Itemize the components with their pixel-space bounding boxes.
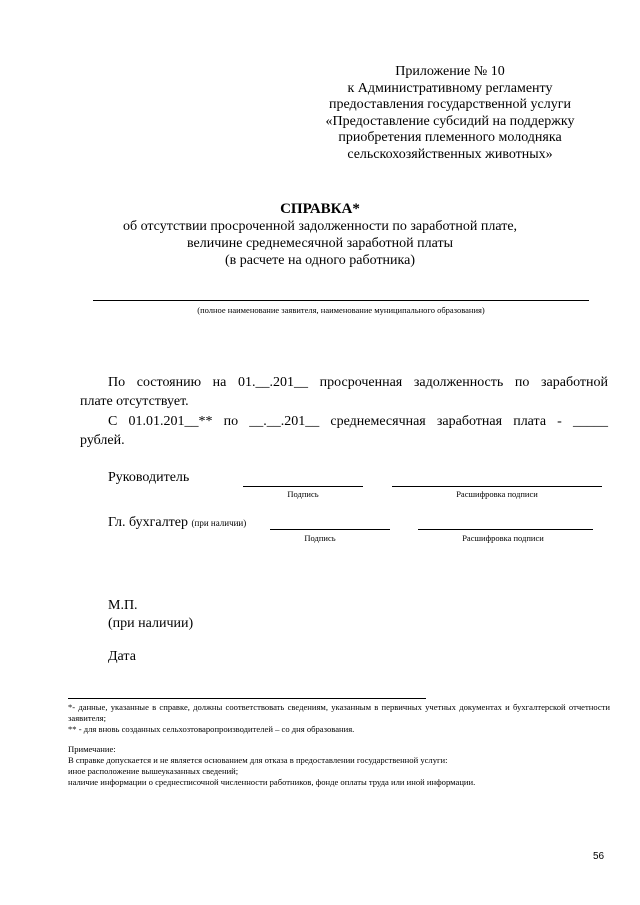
- page-number: 56: [593, 851, 605, 862]
- title-line: величине среднемесячной заработной платы: [187, 236, 453, 251]
- title-heading: СПРАВКА*: [280, 201, 360, 217]
- annex-line: сельскохозяйственных животных»: [347, 146, 553, 162]
- note-title: Примечание:: [68, 744, 116, 755]
- stamp-block: [108, 597, 193, 633]
- accountant-signature-caption: Подпись: [304, 533, 336, 543]
- paragraph-line: рублей.: [80, 432, 125, 448]
- stamp-note: (при наличии): [108, 616, 194, 631]
- stamp-label: М.П.: [108, 598, 138, 613]
- paragraph-average-salary: [80, 413, 608, 450]
- footnotes: [68, 702, 610, 788]
- accountant-decryption-caption: Расшифровка подписи: [462, 533, 544, 543]
- annex-header: [300, 64, 600, 163]
- footnote: ** - для вновь созданных сельхозтоваропроизводителей – со дня образования.: [68, 723, 355, 734]
- annex-line: приобретения племенного молодняка: [338, 130, 562, 145]
- date-label: Дата: [108, 649, 136, 664]
- head-decryption-caption: Расшифровка подписи: [456, 489, 538, 499]
- note-item: наличие информации о среднесписочной численности работников, фонде оплаты труда или иной информации.: [68, 776, 476, 787]
- annex-line: к Административному регламенту: [347, 80, 553, 96]
- title-line: об отсутствии просроченной задолженности по заработной плате,: [122, 219, 518, 234]
- accountant-decryption-line: [418, 529, 593, 530]
- paragraph-line: плате отсутствует.: [80, 393, 189, 409]
- annex-line: «Предоставление субсидий на поддержку: [325, 113, 575, 129]
- note-item: иное расположение вышеуказанных сведений;: [68, 765, 239, 776]
- applicant-caption: (полное наименование заявителя, наименование муниципального образования): [197, 305, 485, 315]
- head-signature-line: [243, 486, 363, 487]
- applicant-name-line: [93, 300, 589, 301]
- head-decryption-line: [392, 486, 602, 487]
- paragraph-line: С 01.01.201__** по __.__.201__ среднемесячная заработная плата - _____: [108, 414, 608, 429]
- footnote-separator: [68, 698, 426, 699]
- accountant-signature-line: [270, 529, 390, 530]
- accountant-label-text: Гл. бухгалтер: [108, 515, 189, 530]
- title-line: (в расчете на одного работника): [224, 253, 416, 268]
- head-label: Руководитель: [108, 470, 190, 485]
- accountant-label: [108, 515, 246, 531]
- accountant-note: (при наличии): [191, 518, 247, 528]
- head-signature-caption: Подпись: [287, 489, 319, 499]
- annex-line: предоставления государственной услуги: [329, 97, 571, 112]
- document-title: [80, 200, 560, 269]
- footnote: *- данные, указанные в справке, должны соответствовать сведениям, указанным в первичных учетных документах и бухгалтерской отчетности заявителя;: [68, 702, 610, 723]
- paragraph-debt-status: [80, 374, 608, 411]
- paragraph-line: По состоянию на 01.__.201__ просроченная задолженность по заработной: [108, 375, 608, 390]
- note-item: В справке допускается и не является основанием для отказа в предоставлении государственной услуги:: [68, 755, 448, 766]
- annex-line: Приложение № 10: [395, 64, 505, 79]
